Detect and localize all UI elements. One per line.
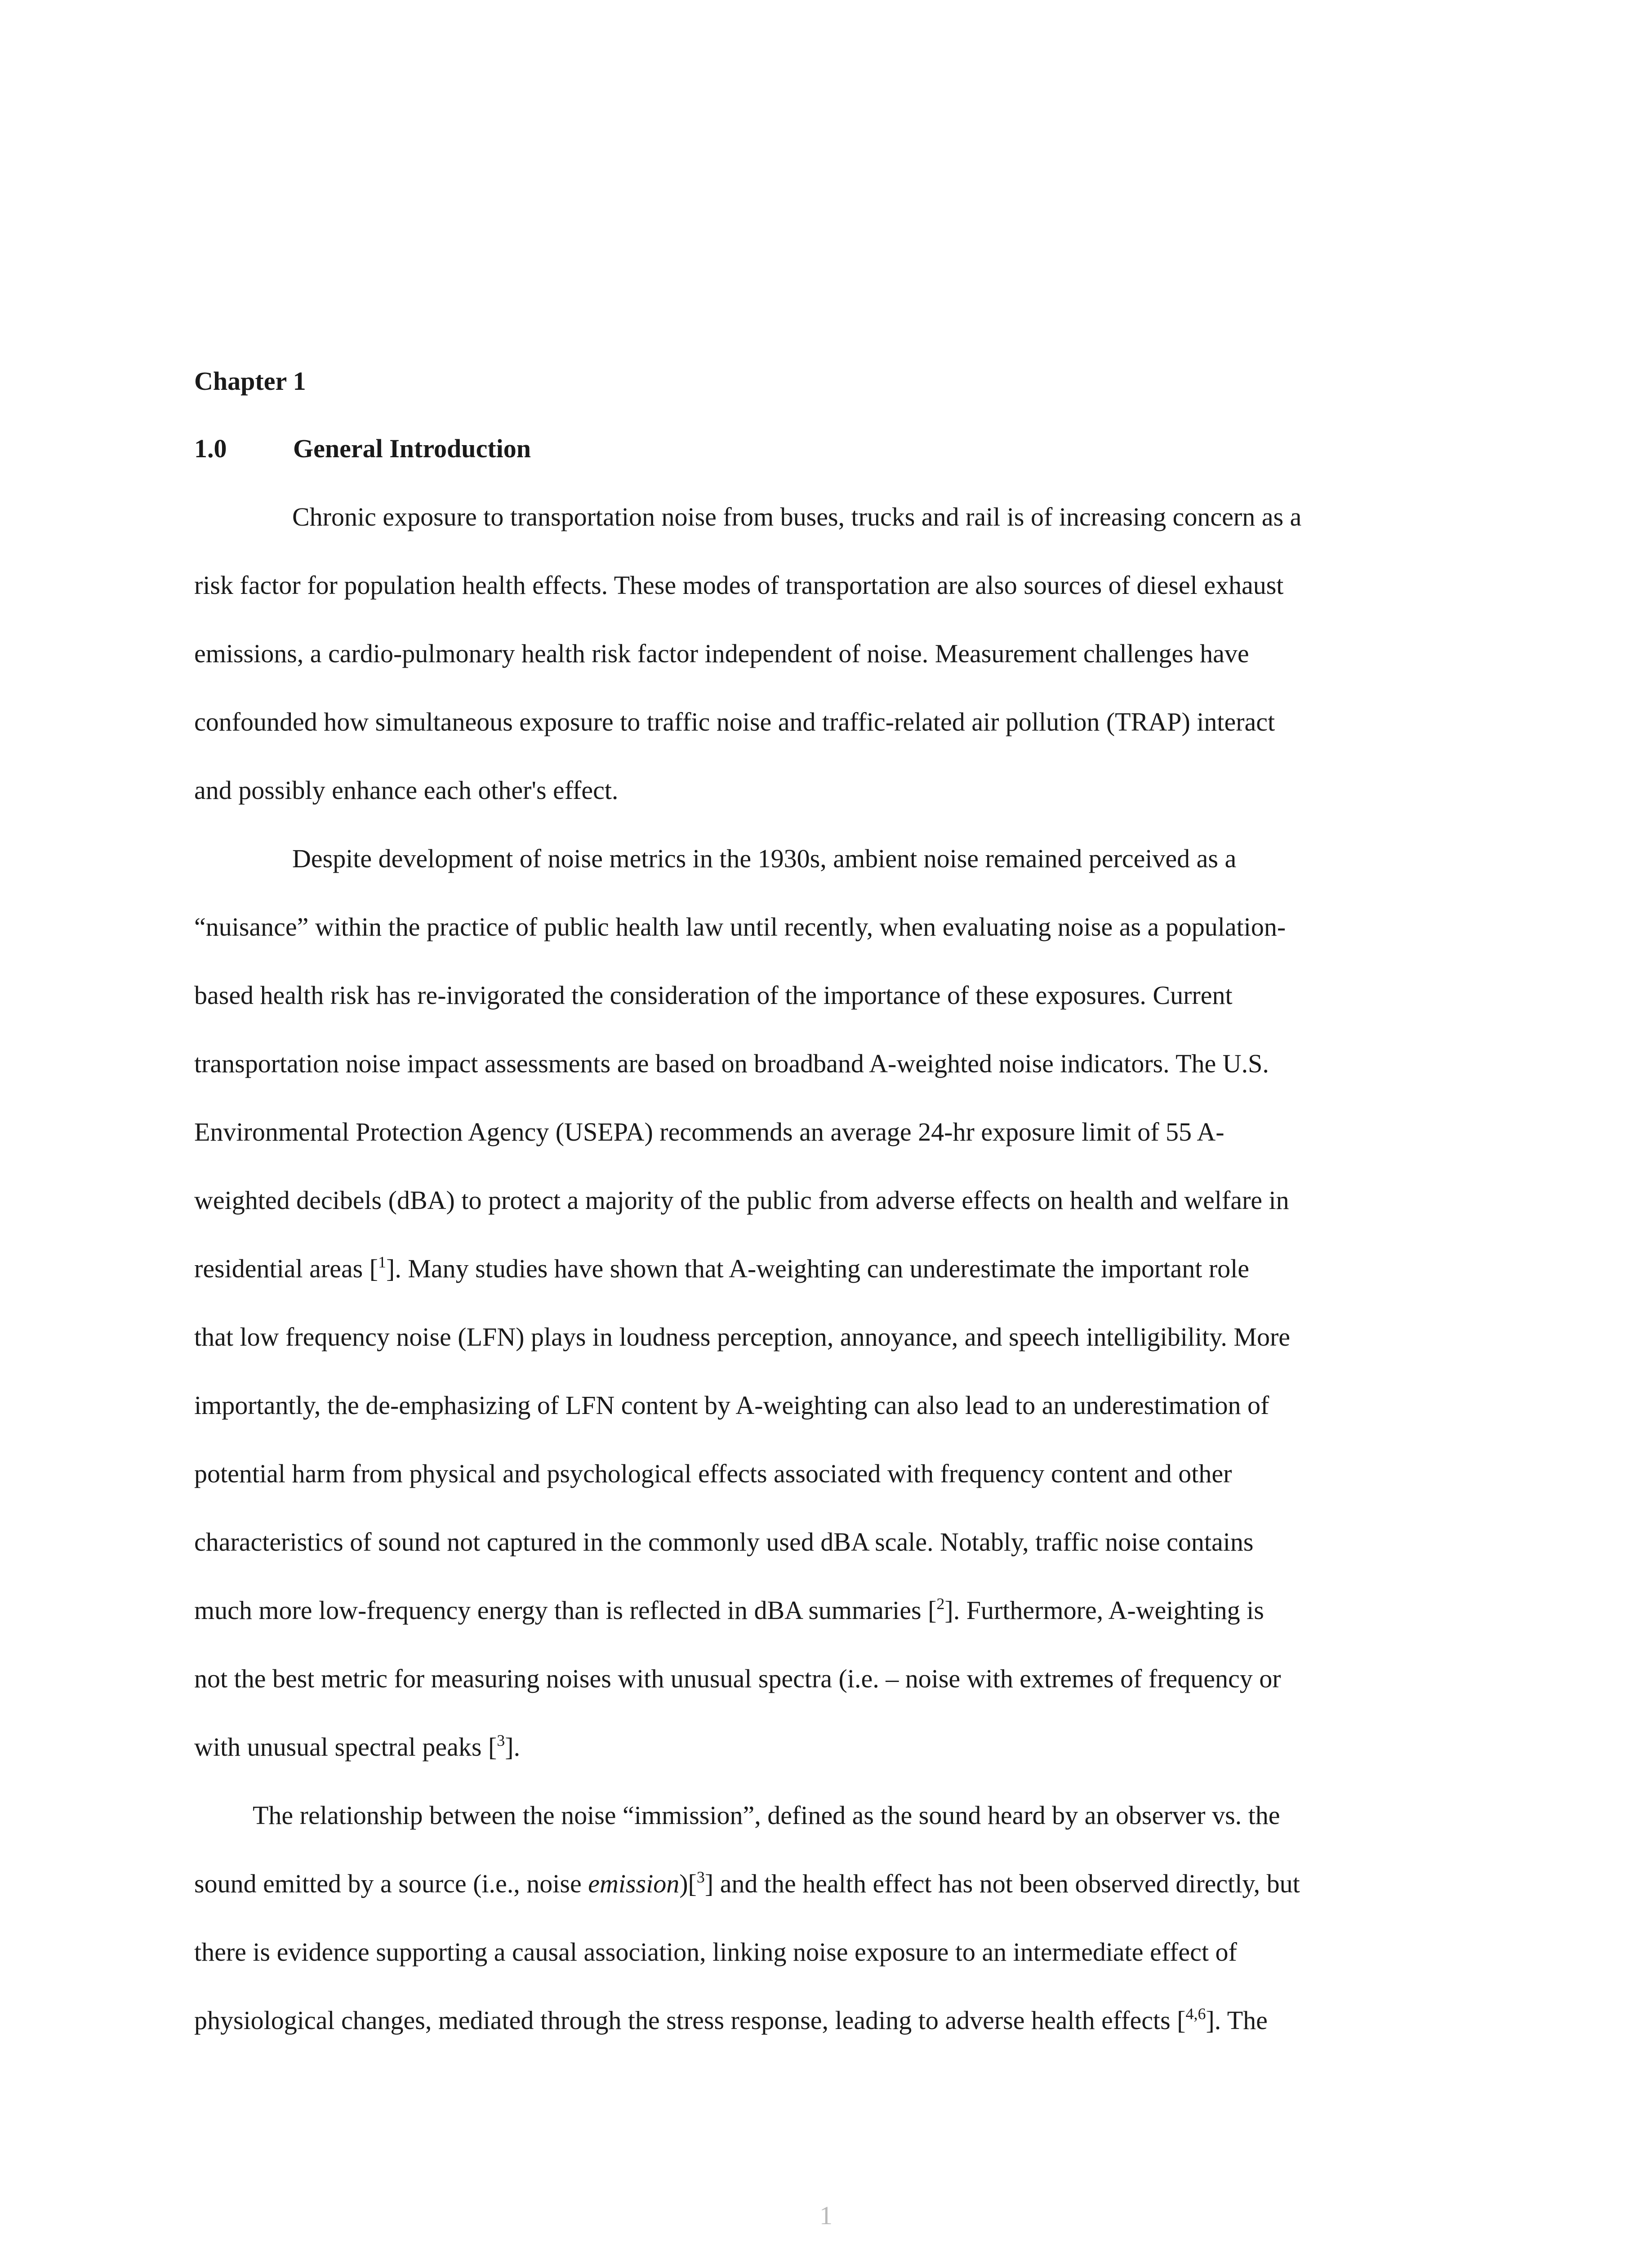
text-line: weighted decibels (dBA) to protect a majority of the public from adverse effects on health and welfare in: [194, 1186, 1289, 1215]
citation-ref: 3: [497, 1731, 505, 1749]
section-number: 1.0: [194, 434, 227, 463]
text-line: Environmental Protection Agency (USEPA) recommends an average 24-hr exposure limit of 55 A-: [194, 1117, 1225, 1146]
citation-ref: 4,6: [1185, 2005, 1206, 2023]
text-line: [194, 1251, 1462, 1287]
text-span: physiological changes, mediated through the stress response, leading to adverse health effects [: [194, 2006, 1186, 2035]
italic-term: emission: [588, 1869, 680, 1898]
text-span: with unusual spectral peaks [: [194, 1732, 497, 1762]
page-body: [194, 363, 1462, 2071]
text-span: ]. The: [1206, 2006, 1268, 2035]
text-span: sound emitted by a source (i.e., noise: [194, 1869, 588, 1898]
section-title: General Introduction: [293, 434, 531, 463]
text-line: The relationship between the noise “immission”, defined as the sound heard by an observer vs. the: [253, 1801, 1280, 1830]
text-span: ].: [505, 1732, 521, 1762]
text-line: [194, 1866, 1462, 1902]
section-heading: [194, 431, 1462, 467]
citation-ref: 1: [378, 1253, 387, 1271]
text-line: Despite development of noise metrics in the 1930s, ambient noise remained perceived as a: [292, 844, 1237, 873]
text-line: and possibly enhance each other's effect.: [194, 776, 619, 805]
text-line: confounded how simultaneous exposure to traffic noise and traffic-related air pollution (TRAP) interact: [194, 707, 1275, 736]
paragraph-1: [194, 499, 1462, 808]
text-line: there is evidence supporting a causal association, linking noise exposure to an intermediate effect of: [194, 1937, 1237, 1967]
text-line: potential harm from physical and psychological effects associated with frequency content and other: [194, 1459, 1232, 1488]
text-line: transportation noise impact assessments are based on broadband A-weighted noise indicators. The U.S.: [194, 1049, 1269, 1078]
text-line: risk factor for population health effects. These modes of transportation are also sources of diesel exhaust: [194, 571, 1284, 600]
chapter-label: Chapter 1: [194, 366, 306, 396]
page-number: 1: [819, 2201, 833, 2230]
text-span: much more low-frequency energy than is reflected in dBA summaries [: [194, 1596, 937, 1625]
text-line: [194, 1592, 1462, 1628]
text-line: “nuisance” within the practice of public health law until recently, when evaluating noise as a population-: [194, 912, 1286, 941]
paragraph-2: [194, 841, 1462, 1765]
citation-ref: 3: [696, 1868, 705, 1886]
text-span: ]. Furthermore, A-weighting is: [944, 1596, 1264, 1625]
text-line: [194, 2003, 1462, 2038]
paragraph-3: [194, 1798, 1462, 2038]
text-line: based health risk has re-invigorated the consideration of the importance of these exposures. Current: [194, 981, 1233, 1010]
text-line: importantly, the de-emphasizing of LFN content by A-weighting can also lead to an underestimation of: [194, 1391, 1269, 1420]
text-span: ] and the health effect has not been observed directly, but: [704, 1869, 1300, 1898]
citation-ref: 2: [936, 1595, 945, 1613]
text-line: emissions, a cardio-pulmonary health risk factor independent of noise. Measurement challenges have: [194, 639, 1249, 668]
text-span: residential areas [: [194, 1254, 378, 1283]
text-span: )[: [679, 1869, 697, 1898]
text-line: that low frequency noise (LFN) plays in loudness perception, annoyance, and speech intelligibility. More: [194, 1322, 1291, 1351]
text-span: ]. Many studies have shown that A-weighting can underestimate the important role: [386, 1254, 1249, 1283]
text-line: characteristics of sound not captured in the commonly used dBA scale. Notably, traffic noise contains: [194, 1527, 1254, 1557]
text-line: Chronic exposure to transportation noise from buses, trucks and rail is of increasing concern as a: [292, 502, 1302, 531]
text-line: [194, 1729, 1462, 1765]
text-line: not the best metric for measuring noises with unusual spectra (i.e. – noise with extremes of frequency or: [194, 1664, 1281, 1693]
